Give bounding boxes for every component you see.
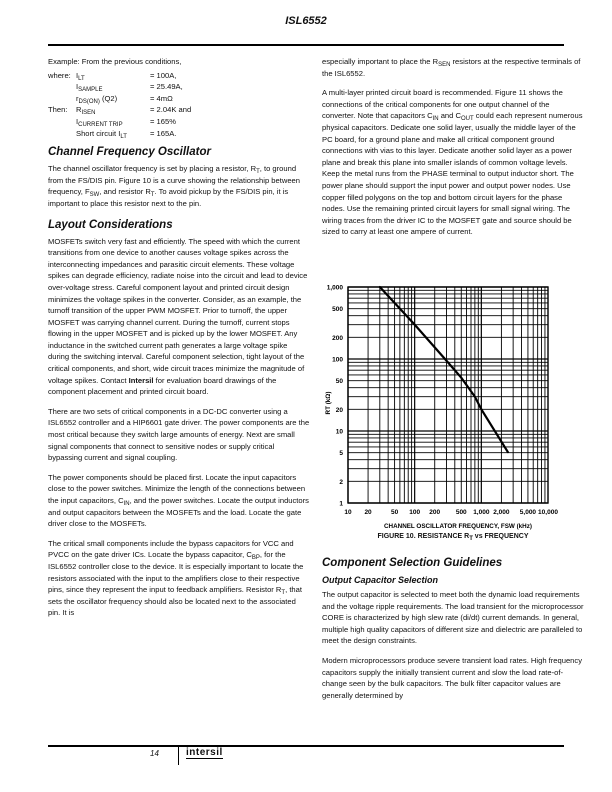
footer-rule [48,745,564,747]
paragraph-channel-oscillator: The channel oscillator frequency is set by placing a resistor, $R_T$, to ground from the FS/DIS pin. Figure 10 is a curve showing the relationship between frequency, $F_{SW}$, and resistor $R_T$. To avoid pickup by the FS/DIS pin, it is important to place this resistor next to the pin. [48,164,300,208]
paragraph-output-cap-2: Modern microprocessors produce severe transient load rates. High frequency capacitors supply the initially transient current and slow the load rate-of-change seen by the bulk capacitors. The bulk filter capacitor values are generally determined by [322,655,583,700]
heading-output-capacitor-selection: Output Capacitor Selection [322,575,439,585]
left-column [48,56,310,627]
example-value: = 100A, [150,70,177,80]
example-symbol: $I_{LT}$ [76,70,85,82]
svg-text:10: 10 [335,428,343,436]
example-lead [48,128,76,140]
right-column [322,56,584,246]
svg-text:2,000: 2,000 [493,509,510,516]
example-value: = 2.04K and [150,105,192,115]
example-lead [48,93,76,105]
paragraph-rsen: especially important to place the $R_{SEN}$ resistors at the respective terminals of the ISL6552. [322,57,581,78]
svg-text:1,000: 1,000 [326,284,343,292]
document-header-title: ISL6552 [285,15,327,27]
example-value: = 25.49A, [150,82,183,92]
heading-layout-considerations: Layout Considerations [48,218,173,231]
svg-text:1: 1 [339,500,343,508]
svg-text:10,000: 10,000 [538,509,558,516]
svg-text:100: 100 [409,509,421,516]
svg-text:100: 100 [332,356,343,364]
example-value: = 4mΩ [150,93,173,103]
example-value: = 165% [150,116,176,126]
paragraph-layout-1: MOSFETs switch very fast and efficiently. The speed with which the current transitions from one device to another causes voltage spikes across the interconnecting impedances and parasitic circuit elements. These voltage spikes can degrade efficiency, radiate noise into the circuit and lead to device over-voltage stress. Careful component layout and printed circuit design minimizes the voltage spikes in the converter. Consider, as an example, the turnoff transition of the upper PWM MOSFET. Prior to turnoff, the upper MOSFET was carrying channel current. During the turnoff, current stops flowing in the upper MOSFET and is picked up by the lower MOSFET. Any inductance in the switched current path generates a large voltage spike during the switching interval. Careful component selection, tight layout of the critical components, and short, wide circuit traces minimize the magnitude of voltage spikes. Contact Intersil for evaluation board drawings of the component placement and printed circuit board. [48,236,308,397]
svg-text:200: 200 [332,334,343,342]
example-lead: where: [48,70,71,80]
svg-text:10: 10 [344,509,352,516]
component-selection-section [322,556,584,709]
example-value: = 165A. [150,128,177,138]
svg-text:500: 500 [455,509,467,516]
rt-vs-frequency-chart [318,282,582,544]
paragraph-layout-3: The power components should be placed first. Locate the input capacitors close to the power switches. Minimize the length of the connections between the input capacitors, $C_{IN}$, and the power switches. Locate the output inductors and output capacitors between the MOSFETs and the load. Locate the gate driver close to the MOSFETs. [48,472,309,529]
svg-text:2: 2 [339,478,343,486]
paragraph-layout-4: The critical small components include the bypass capacitors for VCC and PVCC on the gate driver ICs. Locate the bypass capacitor, $C_{BP}$, for the ISL6552 controller close to the device. It is especially important to locate the resistors associated with the input to the amplifiers close to their respective pins, since they represent the input to feedback amplifiers. Resistor $R_T$, that sets the oscillator frequency should also be located next to the associated pin. It is [48,538,304,618]
heading-channel-frequency-oscillator: Channel Frequency Oscillator [48,146,211,159]
svg-text:50: 50 [390,509,399,516]
svg-text:500: 500 [332,306,343,314]
footer-divider [178,745,179,765]
paragraph-output-cap-1: The output capacitor is selected to meet both the dynamic load requirements and the voltage ripple requirements. The load transient for the microprocessor CORE is characterized by high slew rate (di/dt) current demands. In general, multiple high quality capacitors of different size and dielectric are paralleled to meet the design constraints. [322,590,584,646]
example-equations [48,70,310,140]
intersil-logo: intersil [186,747,223,758]
header-rule [48,44,564,46]
example-symbol: Short circuit $I_{LT}$ [76,128,127,140]
example-symbol: $R_{ISEN}$ [76,105,96,117]
svg-text:5,000: 5,000 [519,509,537,516]
example-symbol: $I_{SAMPLE}$ [76,82,103,94]
svg-text:200: 200 [429,509,441,516]
figure-caption: FIGURE 10. RESISTANCE $R_T$ vs FREQUENCY [377,533,529,542]
example-symbol: $I_{CURRENT TRIP}$ [76,116,123,128]
svg-text:50: 50 [335,378,343,386]
heading-component-selection: Component Selection Guidelines [322,557,503,569]
svg-text:RT (kΩ): RT (kΩ) [325,391,332,415]
svg-text:CHANNEL OSCILLATOR FREQUENCY,: CHANNEL OSCILLATOR FREQUENCY, FSW (kHz) [384,523,532,530]
example-lead [48,81,76,93]
example-intro: Example: From the previous conditions, [48,57,182,66]
paragraph-layout-2: There are two sets of critical components in a DC-DC converter using a ISL6552 controller and a HIP6601 gate driver. The power components are the most critical because they switch large amounts of energy. Next are small signal components that connect to sensitive nodes or supply critical bypassing current and signal coupling. [48,406,310,463]
svg-text:20: 20 [364,509,372,516]
svg-text:5: 5 [339,450,343,458]
example-lead [48,116,76,128]
paragraph-multilayer-pcb: A multi-layer printed circuit board is recommended. Figure 11 shows the connections of the critical components for one output channel of the converter. Note that capacitors $C_{IN}$ and $C_{OUT}$ could each represent numerous physical capacitors. Dedicate one solid layer, usually the middle layer of the PC board, for a ground plane and make all critical component ground connections with vias to this layer. Dedicate another solid layer as a power plane and break this plane into smaller islands of common voltage levels. Keep the metal runs from the PHASE terminal to output inductor short. The power plane should support the input power and output power nodes. Use copper filled polygons on the top and bottom circuit layers for the phase nodes. Use the remaining printed circuit layers for small signal wiring. The wiring traces from the driver IC to the MOSFET gate and source should be sized to carry at least one ampere of current. [322,88,583,237]
svg-text:20: 20 [335,406,343,414]
svg-text:1,000: 1,000 [473,509,490,516]
example-lead: Then: [48,105,68,115]
page-number: 14 [150,749,159,758]
example-symbol: $r_{DS(ON)}$ (Q2) [76,93,118,105]
